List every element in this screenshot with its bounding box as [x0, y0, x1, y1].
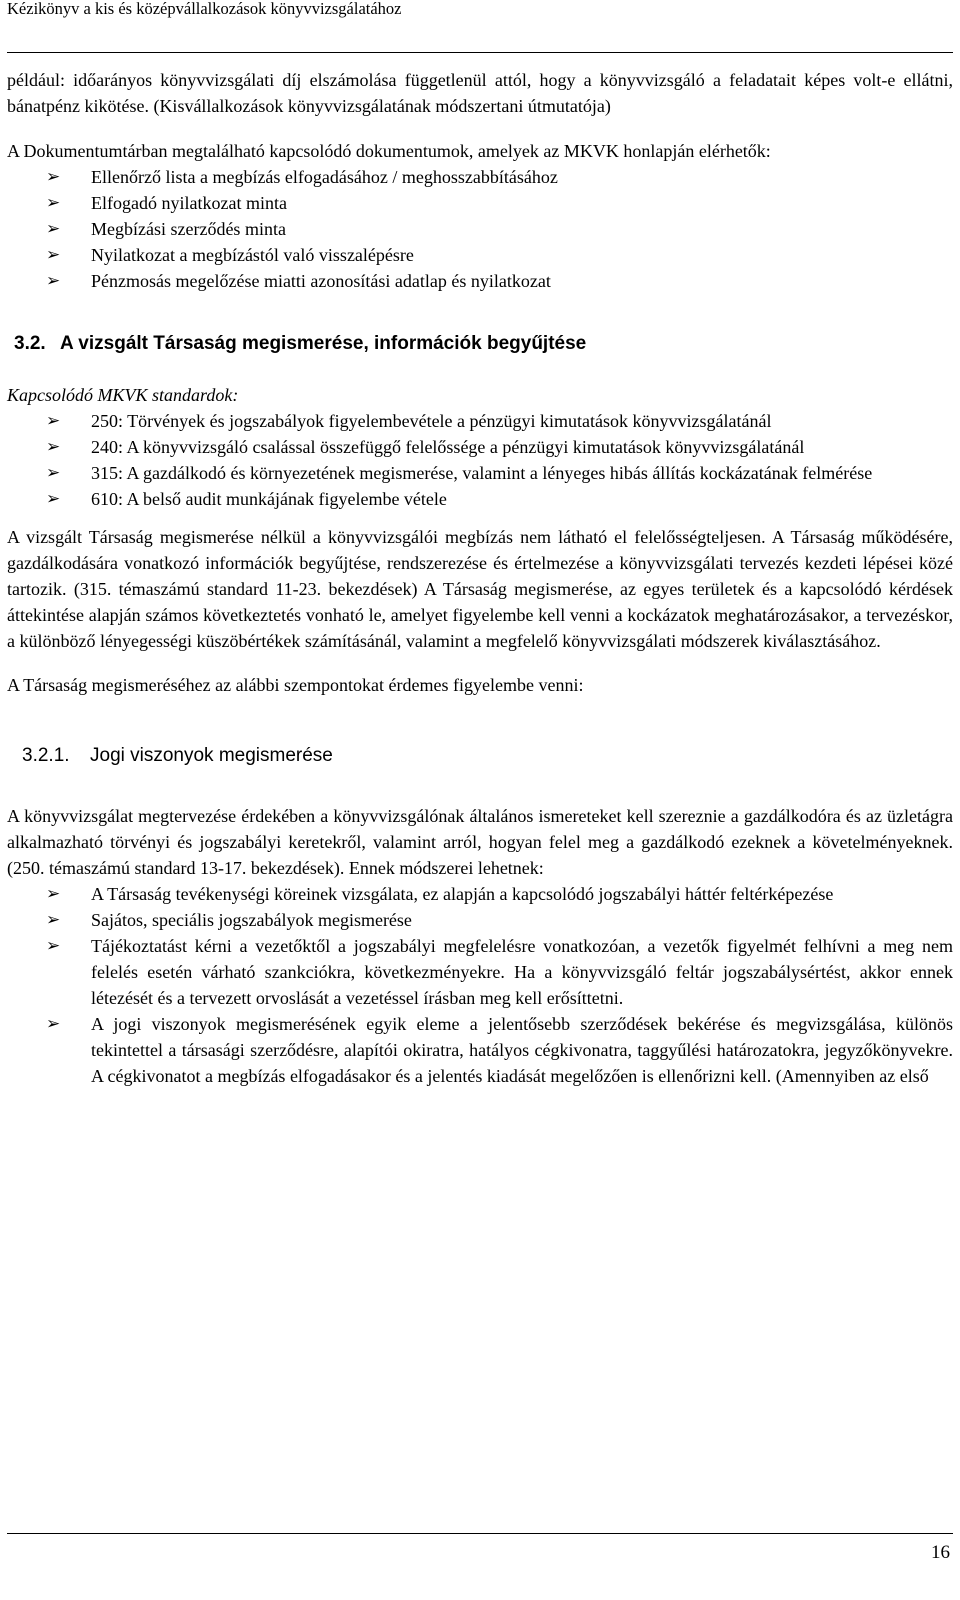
arrowhead-bullet-icon: ➢ [46, 411, 61, 431]
arrowhead-bullet-icon: ➢ [46, 437, 61, 457]
arrowhead-bullet-icon: ➢ [46, 219, 61, 239]
arrowhead-bullet-icon: ➢ [46, 271, 61, 291]
list-item: ➢ Nyilatkozat a megbízástól való visszalépésre [7, 242, 953, 268]
subsection-number: 3.2.1. [22, 745, 70, 766]
arrowhead-bullet-icon: ➢ [46, 936, 61, 956]
list-item: ➢ Pénzmosás megelőzése miatti azonosítási adatlap és nyilatkozat [7, 268, 953, 294]
subsection-heading [7, 743, 953, 769]
section-heading [7, 331, 953, 357]
arrowhead-bullet-icon: ➢ [46, 489, 61, 509]
running-header: Kézikönyv a kis és középvállalkozások könyvvizsgálatához [7, 0, 402, 18]
list-item: ➢ 250: Törvények és jogszabályok figyelembevétele a pénzügyi kimutatások könyvvizsgálatánál [7, 408, 953, 434]
header-divider [7, 52, 953, 53]
documents-intro: A Dokumentumtárban megtalálható kapcsolódó dokumentumok, amelyek az MKVK honlapján elérhetők: [7, 141, 771, 161]
list-item: ➢ 315: A gazdálkodó és környezetének megismerése, valamint a lényeges hibás állítás kockázatának felmérése [7, 460, 953, 486]
list-item: ➢ 240: A könyvvizsgáló csalással összefüggő felelőssége a pénzügyi kimutatások könyvvizsgálatánál [7, 434, 953, 460]
list-item: ➢ A jogi viszonyok megismerésének egyik eleme a jelentősebb szerződések bekérése és megvizsgálása, különös tekintettel a társasági szerződésre, alapítói okiratra, hatályos cégkivonatra, taggyűlési határozatokra, jegyzőkönyvekre. A cégkivonatot a megbízás elfogadásakor és a jelentés kiadását megelőzően is ellenőrizni kell. (Amennyiben az első [7, 1011, 953, 1089]
standards-list [7, 408, 953, 512]
arrowhead-bullet-icon: ➢ [46, 463, 61, 483]
related-standards-label: Kapcsolódó MKVK standardok: [7, 385, 239, 405]
arrowhead-bullet-icon: ➢ [46, 245, 61, 265]
list-item: ➢ Megbízási szerződés minta [7, 216, 953, 242]
arrowhead-bullet-icon: ➢ [46, 1014, 61, 1034]
arrowhead-bullet-icon: ➢ [46, 193, 61, 213]
section-paragraph-1: A vizsgált Társaság megismerése nélkül a könyvvizsgálói megbízás nem látható el felelősségteljesen. A Társaság működésére, gazdálkodására vonatkozó információk begyűjtése, rendszerezése és értelmezése a könyvvizsgálati tervezés kezdeti lépései közé tartozik. (315. témaszámú standard 11-23. bekezdések) A Társaság megismerése, az egyes területek és a kapcsolódó kérdések áttekintése alapján számos következtetés vonható le, amelyet figyelembe kell venni a kockázatok meghatározásakor, a tervezéskor, a különböző lényegességi küszöbértékek számításánál, valamint a megfelelő könyvvizsgálati módszerek kiválasztásához. [7, 527, 953, 651]
list-item: ➢ A Társaság tevékenységi köreinek vizsgálata, ez alapján a kapcsolódó jogszabályi háttér feltérképezése [7, 881, 953, 907]
intro-paragraph: például: időarányos könyvvizsgálati díj elszámolása függetlenül attól, hogy a könyvvizsgáló a feladatait képes volt-e ellátni, bánatpénz kikötése. (Kisvállalkozások könyvvizsgálatának módszertani útmutatója) [7, 70, 953, 116]
subsection-paragraph: A könyvvizsgálat megtervezése érdekében a könyvvizsgálónak általános ismereteket kell szereznie a gazdálkodóra és az üzletágra alkalmazható törvényi és jogszabályi keretekről, valamint arról, hogyan felel meg a gazdálkodó ezeknek a követelményeknek. (250. témaszámú standard 13-17. bekezdések). Ennek módszerei lehetnek: [7, 806, 953, 878]
footer-divider [7, 1533, 953, 1534]
subsection-title: Jogi viszonyok megismerése [90, 745, 333, 766]
page-number: 16 [931, 1542, 950, 1563]
list-item: ➢ Elfogadó nyilatkozat minta [7, 190, 953, 216]
page-content [7, 67, 953, 1089]
section-number: 3.2. [14, 333, 46, 354]
list-item: ➢ 610: A belső audit munkájának figyelembe vétele [7, 486, 953, 512]
arrowhead-bullet-icon: ➢ [46, 884, 61, 904]
methods-list [7, 881, 953, 1089]
list-item: ➢ Sajátos, speciális jogszabályok megismerése [7, 907, 953, 933]
list-item: ➢ Ellenőrző lista a megbízás elfogadásához / meghosszabbításához [7, 164, 953, 190]
arrowhead-bullet-icon: ➢ [46, 167, 61, 187]
section-paragraph-2: A Társaság megismeréséhez az alábbi szempontokat érdemes figyelembe venni: [7, 675, 584, 695]
arrowhead-bullet-icon: ➢ [46, 910, 61, 930]
section-title: A vizsgált Társaság megismerése, információk begyűjtése [60, 333, 587, 354]
list-item: ➢ Tájékoztatást kérni a vezetőktől a jogszabályi megfelelésre vonatkozóan, a vezetők figyelmét felhívni a meg nem felelés esetén várható szankciókra, következményekre. Ha a könyvvizsgáló feltár jogszabálysértést, akkor ennek létezését és a tervezett orvoslását a vezetéssel írásban meg kell erősíttetni. [7, 933, 953, 1011]
documents-list [7, 164, 953, 294]
